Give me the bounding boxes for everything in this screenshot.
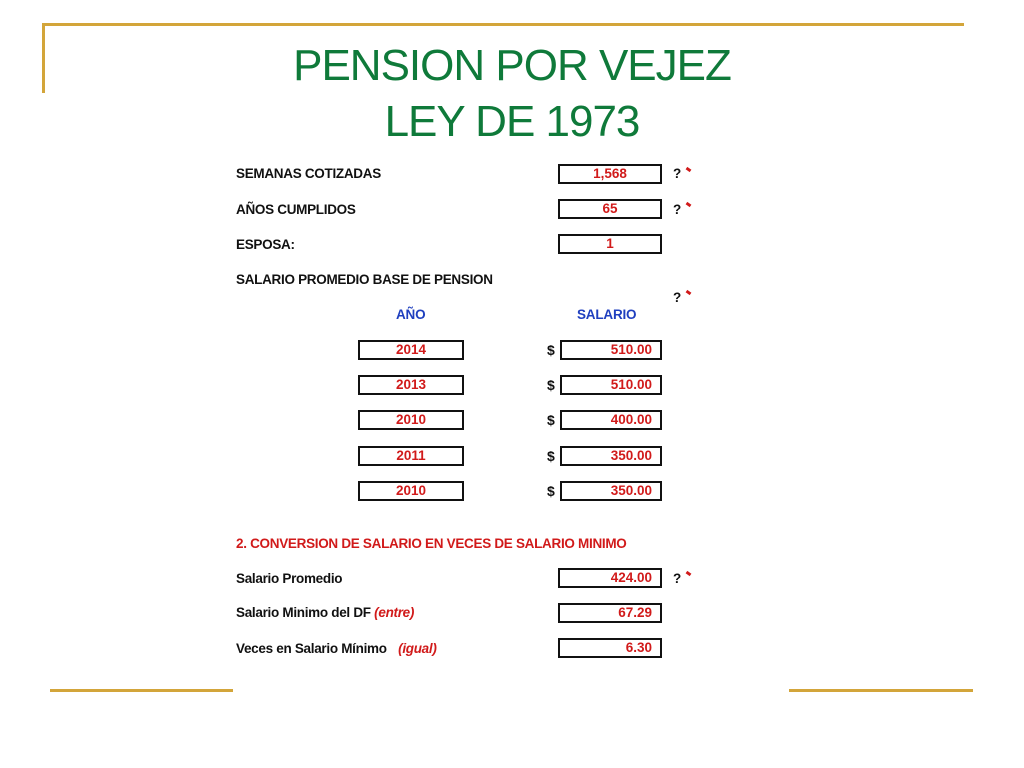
- salario-minimo-text: Salario Minimo del DF: [236, 605, 371, 620]
- salario-minimo-label: [236, 605, 414, 620]
- conversion-heading: 2. CONVERSION DE SALARIO EN VECES DE SALARIO MINIMO: [236, 536, 627, 551]
- comment-marker-icon: [686, 167, 692, 172]
- comment-marker-icon: [686, 202, 692, 207]
- help-icon[interactable]: ?: [673, 166, 682, 181]
- salario-minimo-value: 67.29: [558, 603, 662, 623]
- col-header-salary: SALARIO: [577, 307, 637, 322]
- salary-input[interactable]: 510.00: [560, 340, 662, 360]
- year-input[interactable]: 2014: [358, 340, 464, 360]
- anos-input[interactable]: 65: [558, 199, 662, 219]
- comment-marker-icon: [686, 571, 692, 576]
- comment-marker-icon: [686, 290, 692, 295]
- salary-input[interactable]: 510.00: [560, 375, 662, 395]
- help-icon[interactable]: ?: [673, 571, 682, 586]
- operation-equal-label: (igual): [398, 641, 437, 656]
- salary-input[interactable]: 350.00: [560, 481, 662, 501]
- semanas-input[interactable]: 1,568: [558, 164, 662, 184]
- currency-sign: $: [547, 412, 555, 428]
- title-line-1: PENSION POR VEJEZ: [293, 41, 731, 90]
- salario-base-label: SALARIO PROMEDIO BASE DE PENSION: [236, 272, 493, 287]
- veces-value: 6.30: [558, 638, 662, 658]
- semanas-label: SEMANAS COTIZADAS: [236, 166, 381, 181]
- salario-promedio-value: 424.00: [558, 568, 662, 588]
- esposa-input[interactable]: 1: [558, 234, 662, 254]
- year-input[interactable]: 2011: [358, 446, 464, 466]
- year-input[interactable]: 2010: [358, 410, 464, 430]
- salary-input[interactable]: 350.00: [560, 446, 662, 466]
- title-line-2: LEY DE 1973: [384, 97, 640, 146]
- help-icon[interactable]: ?: [673, 202, 682, 217]
- col-header-year: AÑO: [396, 307, 426, 322]
- currency-sign: $: [547, 342, 555, 358]
- currency-sign: $: [547, 448, 555, 464]
- anos-label: AÑOS CUMPLIDOS: [236, 202, 356, 217]
- currency-sign: $: [547, 377, 555, 393]
- operation-divide-label: (entre): [374, 605, 415, 620]
- salario-promedio-label: Salario Promedio: [236, 571, 343, 586]
- help-icon[interactable]: ?: [673, 290, 682, 305]
- frame-top-line: [42, 23, 964, 26]
- veces-text: Veces en Salario Mínimo: [236, 641, 387, 656]
- year-input[interactable]: 2013: [358, 375, 464, 395]
- currency-sign: $: [547, 483, 555, 499]
- veces-label: [236, 641, 437, 656]
- frame-bottom-right-line: [789, 689, 973, 692]
- year-input[interactable]: 2010: [358, 481, 464, 501]
- frame-bottom-left-line: [50, 689, 233, 692]
- esposa-label: ESPOSA:: [236, 237, 295, 252]
- salary-input[interactable]: 400.00: [560, 410, 662, 430]
